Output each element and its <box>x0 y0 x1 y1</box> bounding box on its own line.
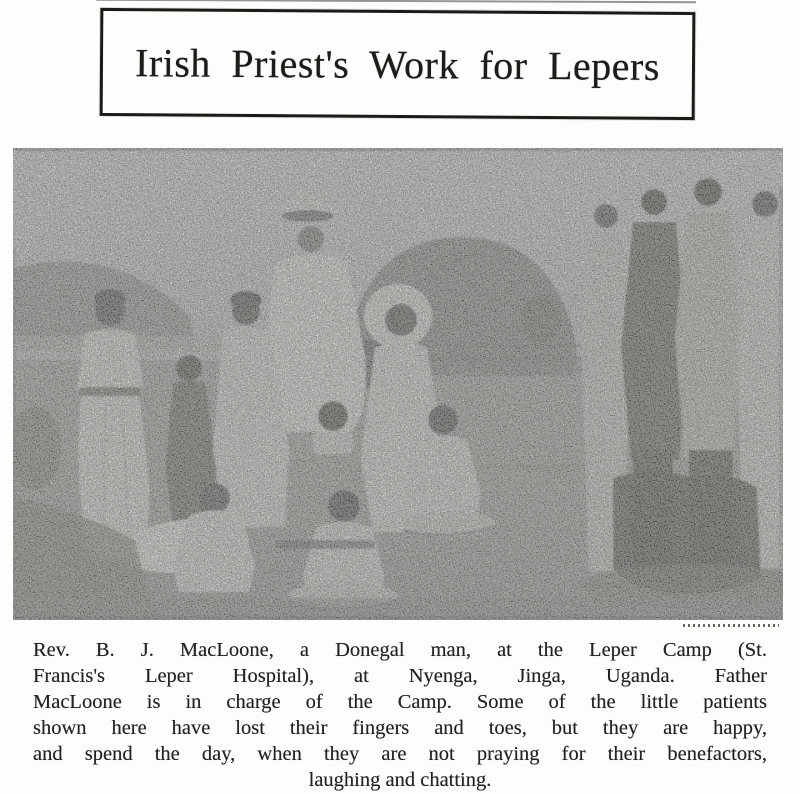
torn-rule-artifact <box>96 0 696 3</box>
grain-light-overlay <box>13 148 783 620</box>
photo-caption <box>33 637 767 793</box>
photo-illustration <box>13 148 783 620</box>
print-artifact <box>683 624 779 627</box>
caption-line: Francis's Leper Hospital), at Nyenga, Jinga, Uganda. Father <box>33 665 767 687</box>
caption-line: shown here have lost their fingers and toes, but they are happy, <box>33 717 767 739</box>
caption-line: MacLoone is in charge of the Camp. Some of the little patients <box>33 691 767 713</box>
headline-box <box>100 8 696 120</box>
caption-line: Rev. B. J. MacLoone, a Donegal man, at the Leper Camp (St. <box>33 639 767 661</box>
caption-line: laughing and chatting. <box>308 769 492 791</box>
headline-text: Irish Priest's Work for Lepers <box>134 39 661 89</box>
caption-line: and spend the day, when they are not praying for their benefactors, <box>33 743 767 765</box>
photo <box>13 148 783 620</box>
